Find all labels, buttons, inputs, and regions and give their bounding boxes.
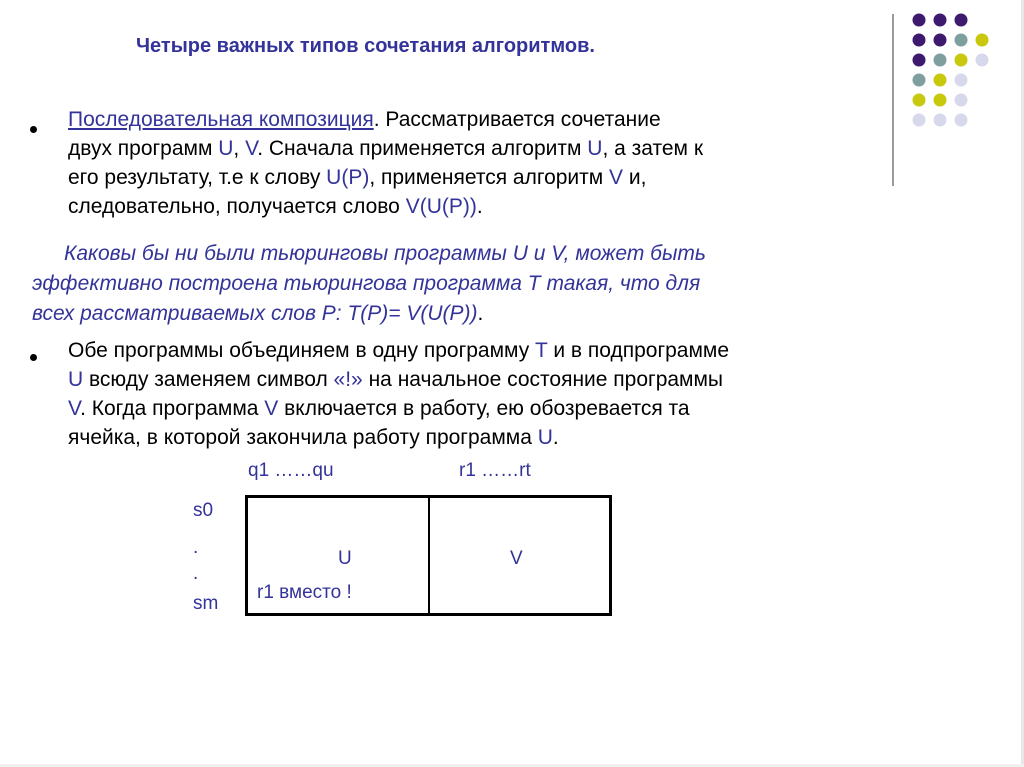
decor-dot: [913, 114, 926, 127]
decor-dot: [955, 114, 968, 127]
decor-dot: [976, 34, 989, 47]
row-label-sm: sm: [193, 593, 219, 614]
row-label-s0: s0: [193, 500, 214, 521]
decor-dot: [955, 74, 968, 87]
table-divider: [428, 498, 430, 613]
bullet-2-text: Обе программы объединяем в одну программу T и в подпрограмме U всюду заменяем символ «!» на начальное состояние программы V. Когда программа V включается в работу, ею обозревается та ячейка, в которой закончила работу программа U.: [68, 339, 730, 449]
decor-dot: [913, 14, 926, 27]
decor-vertical-line: [892, 14, 894, 186]
decor-dot: [913, 54, 926, 67]
decor-dot: [913, 34, 926, 47]
italic-statement: Каковы бы ни были тьюринговы программы U и V, может быть эффективно построена тьюрингова программа T такая, что для всех рассматриваемых слов P: T(P)= V(U(P)).: [32, 242, 706, 325]
row-label-dot-2: .: [193, 563, 199, 584]
program-table: [245, 495, 612, 616]
decor-dot: [955, 94, 968, 107]
cell-u-note: r1 вместо !: [257, 582, 352, 603]
decor-dot: [934, 74, 947, 87]
decor-dot: [955, 54, 968, 67]
term-sequential-composition: Последовательная композиция: [68, 108, 374, 131]
decor-dot: [976, 54, 989, 67]
bullet-1-text: Последовательная композиция. Рассматривается сочетание двух программ U, V. Сначала применяется алгоритм U, а затем к его результату, т.е к слову U(P), применяется алгоритм V и, следовательно, получается слово V(U(P)).: [68, 108, 704, 218]
decor-dot: [934, 114, 947, 127]
decor-dot: [934, 54, 947, 67]
column-header-right: r1 ……rt: [459, 460, 531, 481]
decor-dot-grid: [912, 13, 1022, 163]
decor-dot: [934, 94, 947, 107]
bullet-marker-1: [30, 126, 37, 133]
bullet-marker-2: [30, 354, 37, 361]
decor-dot: [934, 14, 947, 27]
row-label-dot-1: .: [193, 537, 199, 558]
column-header-left: q1 ……qu: [248, 460, 334, 481]
decor-dot: [913, 94, 926, 107]
decor-dot: [934, 34, 947, 47]
slide-title: Четыре важных типов сочетания алгоритмов.: [136, 35, 595, 57]
decor-dot: [955, 14, 968, 27]
decor-dot: [913, 74, 926, 87]
decor-dot: [955, 34, 968, 47]
cell-v-label: V: [510, 548, 523, 569]
cell-u-label: U: [338, 548, 352, 569]
